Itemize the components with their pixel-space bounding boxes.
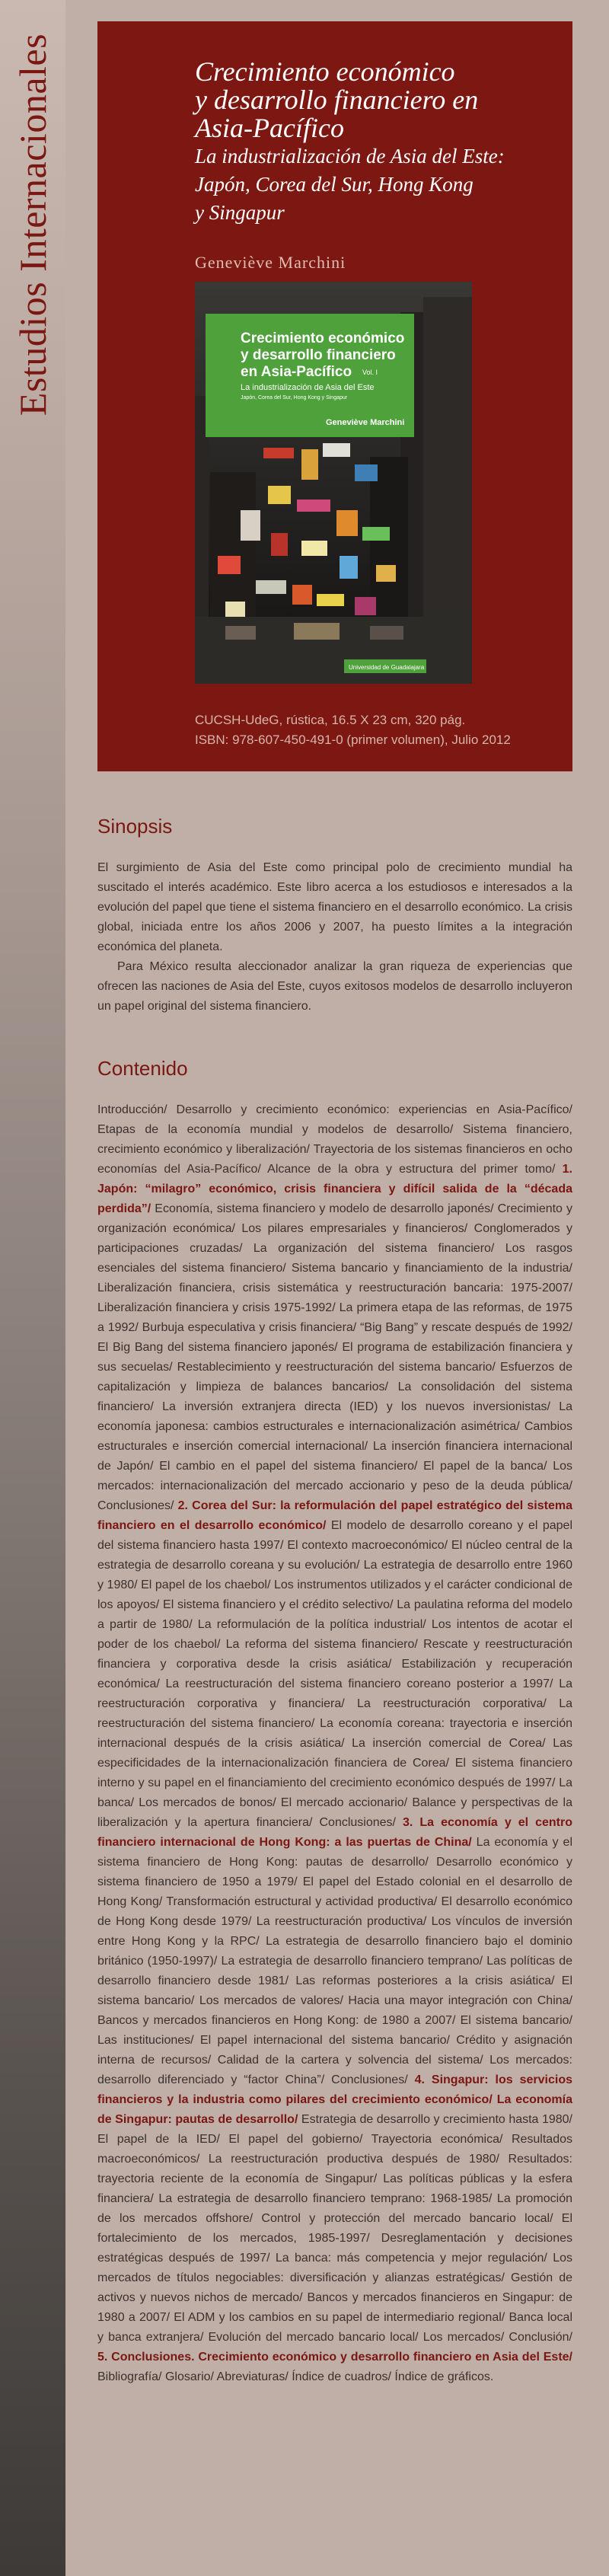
sinopsis-paragraph: El surgimiento de Asia del Este como principal polo de crecimiento mundial ha suscitado el interés académico. Este libro acerca a los estudiosos e interesados a la evolución del papel que tiene el sistema financiero en el desarrollo económico. La crisis global, iniciada entre los años 2006 y 2007, ha puesto límites a la integración económica del planeta.: [97, 861, 572, 953]
book-cover-image: [195, 282, 472, 684]
book-title-line: y desarrollo financiero en: [195, 85, 479, 115]
chapter-title: 5. Conclusiones. Crecimiento económico y desarrollo financiero en Asia del Este/: [97, 2351, 572, 2364]
contents-segment: Introducción/ Desarrollo y crecimiento económico: experiencias en Asia-Pacífico/ Etapas de la economía mundial y modelos de desarrollo/ Sistema financiero, crecimiento económico y liberalización/ Trayectoria de los sistemas financieros en ocho economías del Asia-Pacífico/ Alcance de la obra y estructura del primer tomo/: [97, 1103, 572, 1176]
cover-subtitle-line: La industrialización de Asia del Este: [241, 383, 375, 392]
spec-line: ISBN: 978-607-450-491-0 (primer volumen), Julio 2012: [195, 733, 511, 747]
book-subtitle-line: Japón, Corea del Sur, Hong Kong: [195, 173, 473, 196]
book-title-line: Crecimiento económico: [195, 56, 455, 87]
book-title-line: Asia-Pacífico: [195, 113, 344, 143]
chapter-title: 1. Japón: “milagro” económico, crisis financiera y difícil salida de la “década perdida”/: [97, 1163, 572, 1215]
series-title: Estudios Internacionales: [11, 33, 54, 417]
cover-title-line: en Asia-Pacífico: [241, 364, 352, 380]
chapter-title: 2. Corea del Sur: la reformulación del papel estratégico del sistema financiero en el desarrollo económico/: [97, 1499, 572, 1532]
book-info-panel: [97, 21, 572, 771]
contents-segment: La economía y el sistema financiero de Hong Kong: pautas de desarrollo/ Desarrollo económico y sistema financiero de 1950 a 1979/ El papel del Estado colonial en el desarrollo de Hong Kong/ Transformación estructural y actividad productiva/ El desarrollo económico de Hong Kong desde 1979/ La reestructuración productiva/ Los vínculos de inversión entre Hong Kong y la RPC/ La estrategia de desarrollo financiero bajo el dominio británico (1950-1997)/ La estrategia de desarrollo financiero temprano/ Las políticas de desarrollo financiero desde 1981/ Las reformas posteriores a la crisis asiática/ El sistema bancario/ Los mercados de valores/ Hacia una mayor integración con China/ Bancos y mercados financieros en Hong Kong: de 1980 a 2007/ El sistema bancario/ Las instituciones/ El papel internacional del sistema bancario/ Crédito y asignación interna de recursos/ Calidad de la cartera y solvencia del sistema/ Los mercados: desarrollo diferenciado y “factor China”/ Conclusiones/: [97, 1836, 573, 2086]
book-author: Geneviève Marchini: [195, 253, 346, 272]
contents-segment: El modelo de desarrollo coreano y el papel del sistema financiero hasta 1997/ El contexto macroeconómico/ El núcleo central de la estrategia de desarrollo coreana y su evolución/ La estrategia de desarrollo entre 1960 y 1980/ El papel de los chaebol/ Los instrumentos utilizados y el carácter condicional de los apoyos/ El sistema financiero y el crédito selectivo/ La paulatina reforma del modelo a partir de 1980/ La reformulación de la política industrial/ Los intentos de acotar el poder de los chaebol/ La reforma del sistema financiero/ Rescate y reestructuración financiera y corporativa desde la crisis asiática/ Estabilización y recuperación económica/ La reestructuración del sistema financiero coreano posterior a 1997/ La reestructuración corporativa y financiera/ La reestructuración corporativa/ La reestructuración del sistema financiero/ La economía coreana: trayectoria e inserción internacional después de la crisis asiática/ La inserción comercial de Corea/ Las especificidades de la internacionalización financiera de Corea/ El sistema financiero interno y su papel en el financiamiento del crecimiento económico después de 1997/ La banca/ Los mercados de bonos/ El mercado accionario/ Balance y perspectivas de la liberalización y la apertura financiera/ Conclusiones/: [97, 1519, 572, 1829]
cover-title-line: Crecimiento económico: [241, 330, 405, 346]
cover-title-line: y desarrollo financiero: [241, 347, 396, 363]
book-subtitle-line: y Singapur: [195, 201, 285, 224]
contenido-heading: Contenido: [97, 1057, 188, 1080]
sinopsis-heading: Sinopsis: [97, 815, 173, 838]
sinopsis-text: [97, 858, 572, 1017]
contents-segment: Estrategia de desarrollo y crecimiento hasta 1980/ El papel de la IED/ El papel del gobierno/ Trayectoria económica/ Resultados macroeconómicos/ La reestructuración productiva después de 1980/ Resultados: trayectoria reciente de la economía de Singapur/ Las políticas públicas y la esfera financiera/ La estrategia de desarrollo financiero temprano: 1968-1985/ La promoción de los mercados offshore/ Control y protección del mercado bancario local/ El fortalecimiento de los mercados, 1985-1997/ Desreglamentación y decisiones estratégicas después de 1997/ La banca: más competencia y mejor regulación/ Los mercados de títulos negociables: diversificación y alianzas estratégicas/ Gestión de activos y nuevos nichos de mercado/ Bancos y mercados financieros en Singapur: de 1980 a 2007/ El ADM y los cambios en su papel de intermediario regional/ Banca local y banca extranjera/ Evolución del mercado bancario local/ Los mercados/ Conclusión/: [97, 2113, 572, 2344]
book-title-block: [195, 56, 553, 272]
cover-author: Geneviève Marchini: [326, 418, 405, 427]
book-subtitle-line: La industrialización de Asia del Este:: [195, 145, 505, 168]
spec-line: CUCSH-UdeG, rústica, 16.5 X 23 cm, 320 pág.: [195, 713, 466, 727]
chapter-title: 3. La economía y el centro financiero internacional de Hong Kong: a las puertas de China/: [97, 1816, 573, 1849]
cover-publisher: Universidad de Guadalajara: [349, 664, 425, 671]
contents-segment: Bibliografía/ Glosario/ Abreviaturas/ Índice de cuadros/ Índice de gráficos.: [97, 2370, 494, 2383]
book-specs: [195, 710, 560, 750]
cover-volume: Vol. I: [362, 369, 378, 376]
contents-segment: Economía, sistema financiero y modelo de desarrollo japonés/ Crecimiento y organización económica/ Los pilares empresariales y financieros/ Conglomerados y participaciones cruzadas/ La organización del sistema financiero/ Los rasgos esenciales del sistema financiero/ Sistema bancario y financiamiento de la industria/ Liberalización financiera, crisis sistemática y reestructuración bancaria: 1975-2007/ Liberalización financiera y crisis 1975-1992/ La primera etapa de las reformas, de 1975 a 1992/ Burbuja especulativa y crisis financiera/ “Big Bang” y rescate después de 1992/ El Big Bang del sistema financiero japonés/ El programa de estabilización financiera y sus secuelas/ Restablecimiento y reestructuración del sistema bancario/ Esfuerzos de capitalización y limpieza de balances bancarios/ La consolidación del sistema financiero/ La inversión extranjera directa (IED) y los nuevos inversionistas/ La economía japonesa: cambios estructurales e internacionalización asimétrica/ Cambios estructurales e inserción comercial internacional/ La inserción financiera internacional de Japón/ El cambio en el papel del sistema financiero/ El papel de la banca/ Los mercados: internacionalización del mercado accionario y peso de la deuda pública/ Conclusiones/: [97, 1202, 572, 1512]
contents-text: [97, 1100, 572, 2387]
chapter-title: 4. Singapur: los servicios financieros y la industria como pilares del crecimiento económico/ La economía de Singapur: pautas de desarrollo/: [97, 2073, 572, 2126]
sinopsis-paragraph: Para México resulta aleccionador analizar la gran riqueza de experiencias que ofrecen las naciones de Asia del Este, cuyos exitosos modelos de desarrollo incluyeron un papel original del sistema financiero.: [97, 960, 572, 1013]
cover-subtitle-line: Japón, Corea del Sur, Hong Kong y Singapur: [241, 395, 348, 401]
